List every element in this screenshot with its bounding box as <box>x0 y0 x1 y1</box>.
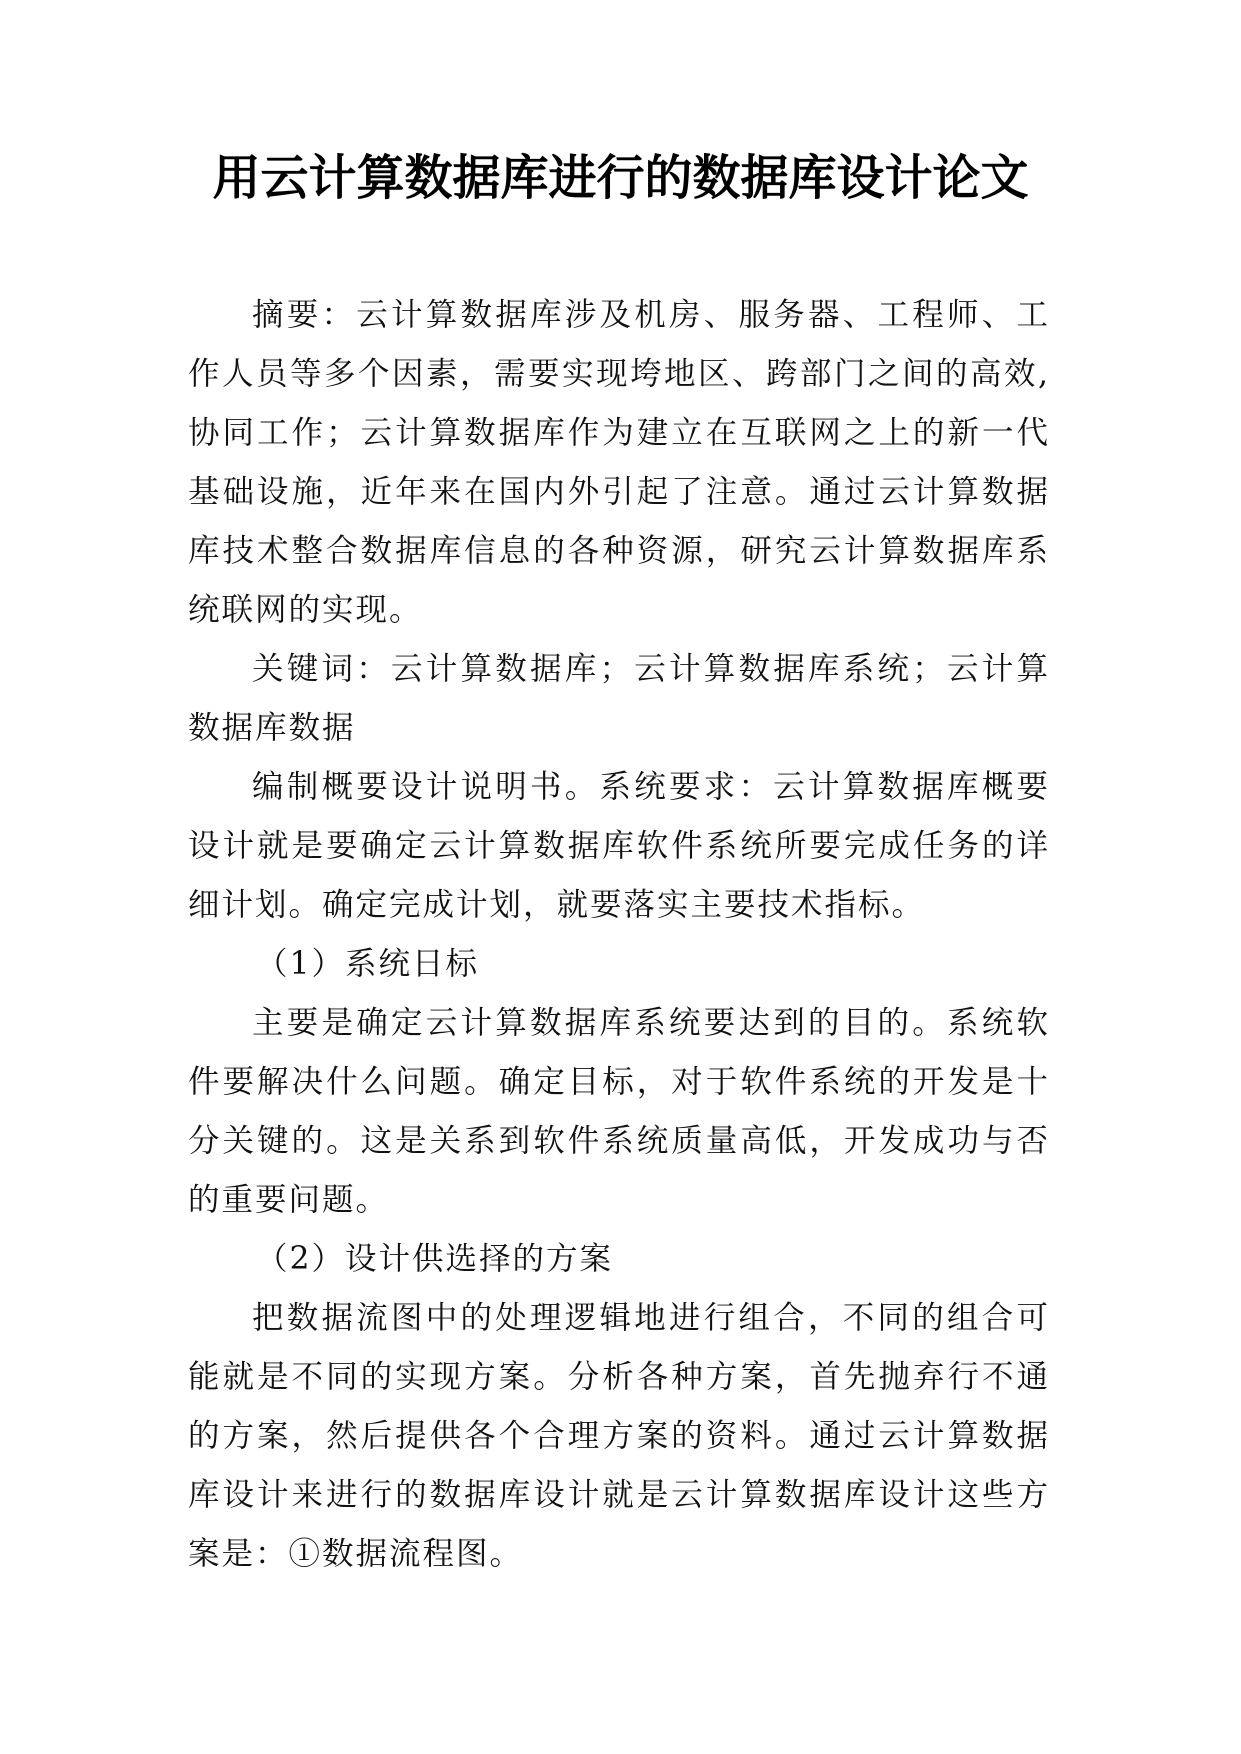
document-body <box>188 286 1050 1584</box>
document-title: 用云计算数据库进行的数据库设计论文 <box>212 150 1029 206</box>
keywords-paragraph: 关键词：云计算数据库；云计算数据库系统；云计算数据库数据 <box>188 651 1050 746</box>
outline-design-paragraph: 编制概要设计说明书。系统要求：云计算数据库概要设计就是要确定云计算数据库软件系统所要完成任务的详细计划。确定完成计划，就要落实主要技术指标。 <box>188 769 1050 923</box>
section-heading-system-goal: （1）系统日标 <box>256 946 480 982</box>
system-goal-paragraph: 主要是确定云计算数据库系统要达到的目的。系统软件要解决什么问题。确定目标，对于软件系统的开发是十分关键的。这是关系到软件系统质量高低，开发成功与否的重要问题。 <box>188 1005 1050 1218</box>
abstract-paragraph: 摘要：云计算数据库涉及机房、服务器、工程师、工作人员等多个因素，需要实现垮地区、跨部门之间的高效,协同工作；云计算数据库作为建立在互联网之上的新一代基础设施，近年来在国内外引起了注意。通过云计算数据库技术整合数据库信息的各种资源，研究云计算数据库系统联网的实现。 <box>188 297 1050 628</box>
section-heading-design-options: （2）设计供选择的方案 <box>256 1241 614 1277</box>
design-options-paragraph: 把数据流图中的处理逻辑地进行组合，不同的组合可能就是不同的实现方案。分析各种方案，首先抛弃行不通的方案，然后提供各个合理方案的资料。通过云计算数据库设计来进行的数据库设计就是云计算数据库设计这些方案是：①数据流程图。 <box>188 1300 1050 1572</box>
